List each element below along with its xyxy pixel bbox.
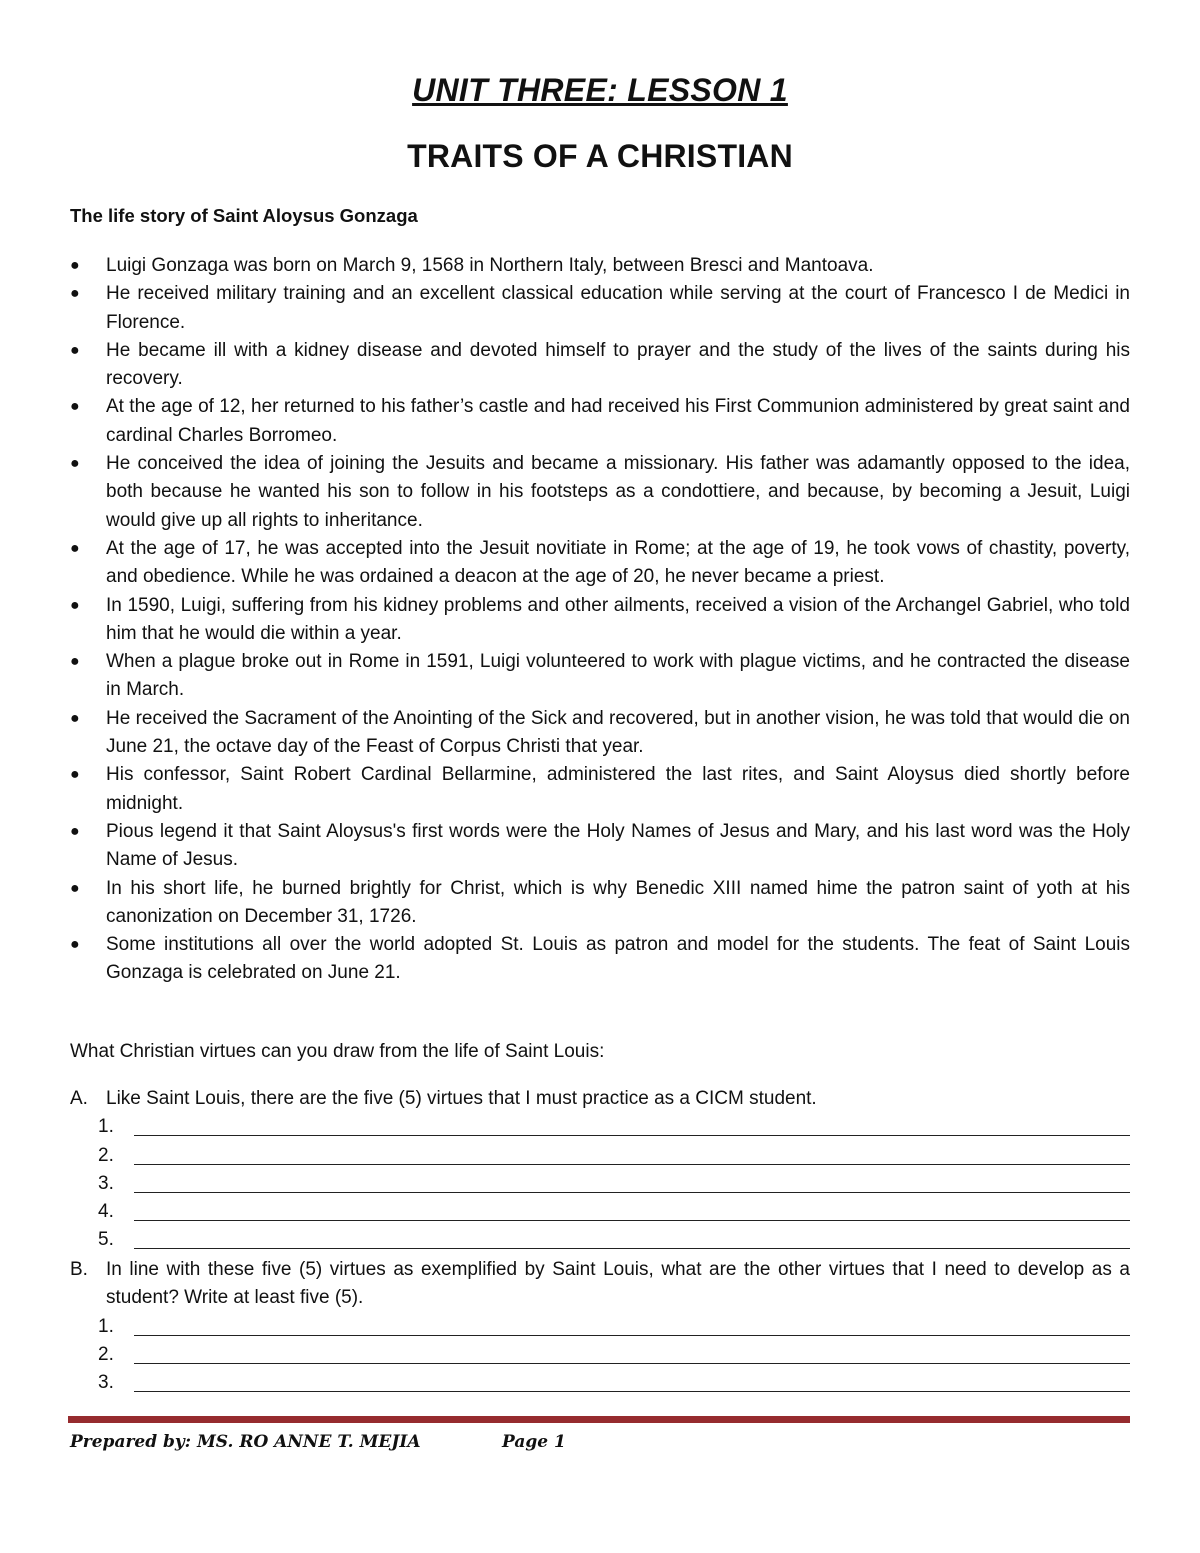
footer-prepared-by: Prepared by: MS. RO ANNE T. MEJIA [70,1432,421,1452]
answer-blank-line[interactable] [134,1220,1130,1221]
answer-row [70,1170,1130,1198]
story-bullet-text: His confessor, Saint Robert Cardinal Bellarmine, administered the last rites, and Saint Aloysus died shortly before midnight. [106,764,1130,814]
story-bullet-text: At the age of 17, he was accepted into the Jesuit novitiate in Rome; at the age of 19, he took vows of chastity, poverty, and obedience. While he was ordained a deacon at the age of 20, he never became a priest. [106,537,1130,588]
section-b-prompt [70,1256,1130,1313]
story-bullet-text: When a plague broke out in Rome in 1591, Luigi volunteered to work with plague victims, and he contracted the disease in March. [106,651,1130,701]
section-a-text: Like Saint Louis, there are the five (5) virtues that I must practice as a CICM student. [106,1088,817,1109]
story-bullet-text: At the age of 12, her returned to his father’s castle and had received his First Communion administered by great saint and cardinal Charles Borromeo. [106,396,1130,446]
story-bullet [70,761,1130,818]
bullet-icon: ● [70,285,80,303]
answer-row [70,1113,1130,1141]
answer-blank-line[interactable] [134,1192,1130,1193]
story-bullet [70,450,1130,535]
answer-row [70,1198,1130,1226]
answer-row [70,1341,1130,1369]
answer-blank-line[interactable] [134,1248,1130,1249]
footer-page-number: Page 1 [502,1432,566,1452]
bullet-icon: ● [70,653,80,671]
answer-row [70,1313,1130,1341]
bullet-icon: ● [70,822,80,840]
bullet-icon: ● [70,341,80,359]
answer-number: 5. [98,1229,114,1251]
story-bullet-text: Luigi Gonzaga was born on March 9, 1568 in Northern Italy, between Bresci and Mantoava. [106,255,874,276]
story-bullet [70,393,1130,450]
story-bullet-text: Pious legend it that Saint Aloysus's first words were the Holy Names of Jesus and Mary, and his last word was the Holy Name of Jesus. [106,820,1130,871]
section-a-letter: A. [70,1088,88,1109]
story-bullet [70,648,1130,705]
bullet-icon: ● [70,709,80,727]
answer-number: 1. [98,1116,114,1138]
bullet-icon: ● [70,766,80,784]
bullet-icon: ● [70,596,80,614]
bullet-icon: ● [70,879,80,897]
story-bullet [70,875,1130,932]
section-b-text: In line with these five (5) virtues as exemplified by Saint Louis, what are the other virtues that I need to develop as a student? Write at least five (5). [106,1259,1130,1309]
story-bullet-text: He received the Sacrament of the Anointing of the Sick and recovered, but in another vision, he was told that would die on June 21, the octave day of the Feast of Corpus Christi that year. [106,707,1130,758]
answer-row [70,1142,1130,1170]
answer-blank-line[interactable] [134,1391,1130,1392]
answer-blank-line[interactable] [134,1335,1130,1336]
story-bullet [70,535,1130,592]
question-intro: What Christian virtues can you draw from the life of Saint Louis: [70,1041,605,1062]
answer-blank-line[interactable] [134,1135,1130,1136]
story-bullet-text: In his short life, he burned brightly for Christ, which is why Benedic XIII named hime the patron saint of yoth at his canonization on December 31, 1726. [106,877,1130,927]
unit-title: UNIT THREE: LESSON 1 [412,72,788,108]
section-a [70,1085,1130,1255]
section-a-answer-list [70,1113,1130,1254]
page-title: TRAITS OF A CHRISTIAN [407,138,793,174]
answer-blank-line[interactable] [134,1363,1130,1364]
footer-divider [68,1416,1130,1423]
bullet-icon: ● [70,936,80,954]
section-a-prompt [70,1085,1130,1113]
story-bullet-text: In 1590, Luigi, suffering from his kidney problems and other ailments, received a vision of the Archangel Gabriel, who told him that he would die within a year. [106,594,1130,644]
story-bullet [70,705,1130,762]
story-bullet-text: He conceived the idea of joining the Jesuits and became a missionary. His father was adamantly opposed to the idea, both because he wanted his son to follow in his footsteps as a condottiere, and because, by becoming a Jesuit, Luigi would give up all rights to inheritance. [106,453,1130,531]
story-bullet-text: He became ill with a kidney disease and devoted himself to prayer and the study of the lives of the saints during his recovery. [106,339,1130,390]
answer-number: 3. [98,1372,114,1394]
story-bullet [70,818,1130,875]
answer-blank-line[interactable] [134,1164,1130,1165]
answer-row [70,1226,1130,1254]
story-bullet [70,592,1130,649]
story-bullet [70,252,1130,280]
story-bullet-text: Some institutions all over the world adopted St. Louis as patron and model for the students. The feat of Saint Louis Gonzaga is celebrated on June 21. [106,934,1130,984]
section-b-answer-list [70,1313,1130,1398]
story-bullet [70,931,1130,988]
bullet-icon: ● [70,455,80,473]
story-heading: The life story of Saint Aloysus Gonzaga [70,205,418,226]
bullet-icon: ● [70,539,80,557]
story-bullet-text: He received military training and an excellent classical education while serving at the court of Francesco I de Medici in Florence. [106,283,1130,333]
answer-number: 4. [98,1201,114,1223]
section-b [70,1256,1130,1397]
answer-number: 1. [98,1315,114,1337]
bullet-icon: ● [70,257,80,274]
story-bullet [70,337,1130,394]
answer-number: 2. [98,1144,114,1166]
bullet-icon: ● [70,398,80,416]
answer-number: 3. [98,1172,114,1194]
answer-number: 2. [98,1343,114,1365]
story-bullet-list [70,252,1130,988]
answer-row [70,1369,1130,1397]
story-bullet [70,280,1130,337]
section-b-letter: B. [70,1259,88,1280]
